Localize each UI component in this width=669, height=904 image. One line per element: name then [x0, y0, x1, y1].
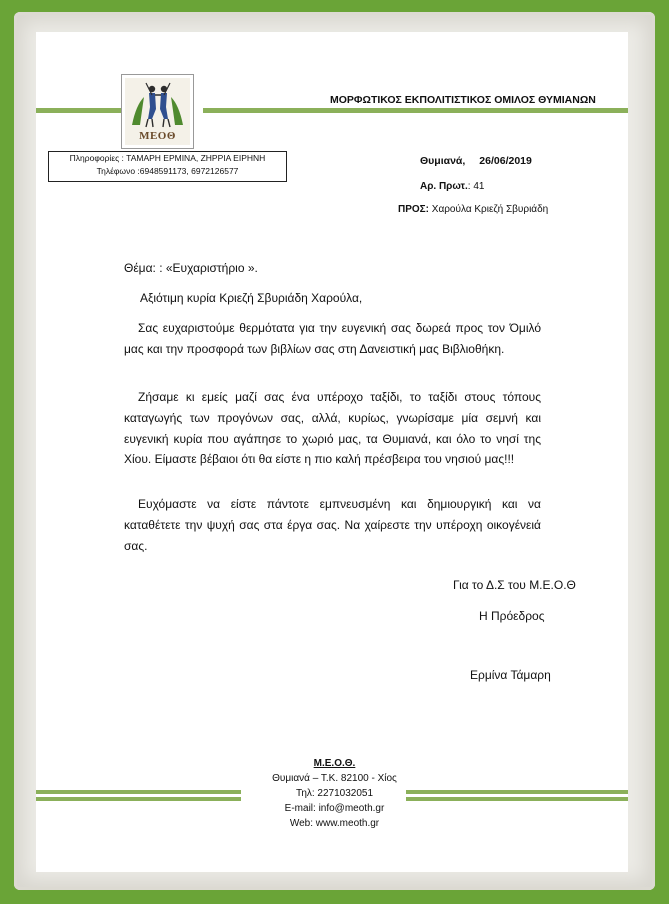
footer-title: Μ.Ε.Ο.Θ. [313, 758, 356, 769]
contact-info-box [48, 151, 287, 182]
logo-text: ΜΕΟΘ [139, 130, 176, 142]
letter-salutation: Αξιότιμη κυρία Κριεζή Σβυριάδη Χαρούλα, [140, 291, 363, 305]
organization-logo [121, 74, 194, 149]
protocol-value: : 41 [467, 181, 485, 192]
header-rule-left [36, 108, 122, 113]
letter-paragraph-3: Ευχόμαστε να είστε πάντοτε εμπνευσμένη και δημιουργική και να καταθέτετε την ψυχή σας στα έργα σας. Να χαίρεστε την υπέροχη οικογένειά σας. [124, 497, 541, 553]
organization-name: ΜΟΡΦΩΤΙΚΟΣ ΕΚΠΟΛΙΤΙΣΤΙΚΟΣ ΟΜΙΛΟΣ ΘΥΜΙΑΝΩΝ [330, 94, 596, 106]
footer-phone: Τηλ: 2271032051 [295, 788, 374, 799]
info-contacts: Πληροφορίες : ΤΑΜΑΡΗ ΕΡΜΙΝΑ, ΖΗΡΡΙΑ ΕΙΡΗΝΗ [69, 153, 266, 163]
letter-subject: Θέμα: : «Ευχαριστήριο ». [124, 261, 258, 275]
recipient-label: ΠΡΟΣ: [398, 204, 430, 215]
footer-rule-left-2 [36, 797, 241, 801]
letter-paragraph-1: Σας ευχαριστούμε θερμότατα για την ευγενική σας δωρεά προς τον Όμιλό μας και την προσφορά των βιβλίων σας στη Δανειστική μας Βιβλιοθήκη. [124, 321, 541, 356]
footer-website[interactable]: Web: www.meoth.gr [289, 818, 380, 829]
header-rule-right [203, 108, 628, 113]
footer-rule-left-1 [36, 790, 241, 794]
date-line [420, 155, 532, 167]
signature-name: Ερμίνα Τάμαρη [470, 668, 551, 682]
footer-email[interactable]: E-mail: info@meoth.gr [284, 803, 385, 814]
recipient-name: Χαρούλα Κριεζή Σβυριάδη [431, 204, 549, 215]
place: Θυμιανά, [420, 155, 466, 167]
signature-role: Η Πρόεδρος [479, 609, 545, 623]
protocol-number [420, 181, 484, 192]
signature-board: Για το Δ.Σ του Μ.Ε.Ο.Θ [453, 578, 576, 592]
footer-rule-right-1 [406, 790, 628, 794]
footer-rule-right-2 [406, 797, 628, 801]
letter-paragraph-2: Ζήσαμε κι εμείς μαζί σας ένα υπέροχο ταξίδι, το ταξίδι στους τόπους καταγωγής των προγόνων σας, αλλά, κυρίως, γνωρίσαμε μία σεμνή και ευγενική κυρία που αγάπησε το χωριό μας, τα Θυμιανά, και όλο το νησί της Χίου. Είμαστε βέβαιοι ότι θα είστε η πιο καλή πρέσβειρα του νησιού μας!!! [124, 390, 541, 467]
info-phones: Τηλέφωνο :6948591173, 6972126577 [96, 166, 239, 176]
protocol-label: Αρ. Πρωτ. [420, 181, 468, 192]
footer-address: Θυμιανά – Τ.Κ. 82100 - Χίος [272, 773, 397, 784]
recipient-line [398, 204, 548, 215]
date: 26/06/2019 [479, 155, 532, 167]
